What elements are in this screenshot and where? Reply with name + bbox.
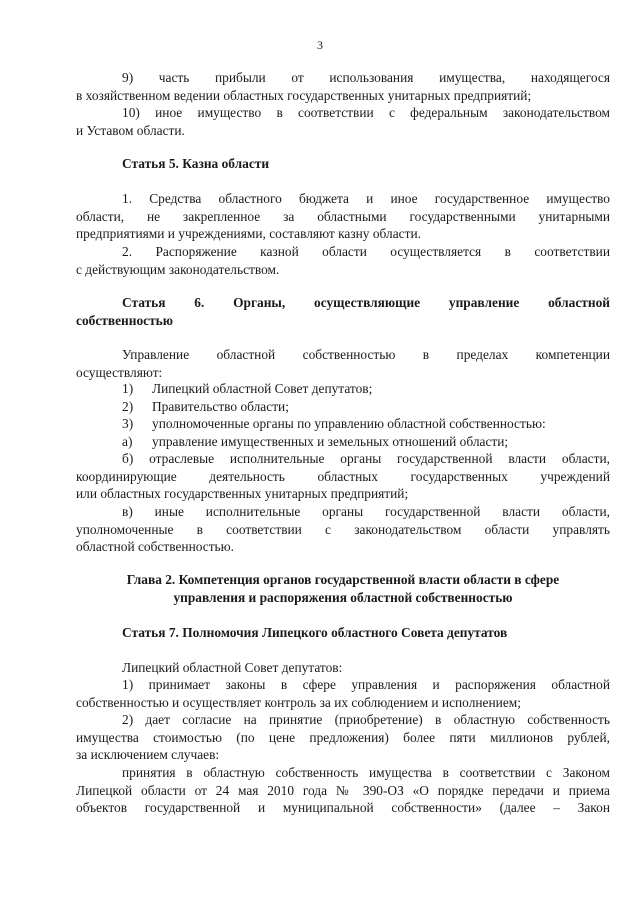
art7-item-1-line-1: 1) принимает законы в сфере управления и распоряжения областной (122, 677, 610, 692)
article-6-intro-line-1: Управление областной собственностью в пределах компетенции (122, 347, 610, 362)
item-9 (76, 69, 610, 104)
article-7-title: Статья 7. Полномочия Липецкого областного Совета депутатов (122, 625, 508, 640)
article-7-intro: Липецкий областной Совет депутатов: (122, 660, 343, 675)
exception-line-2: Липецкой области от 24 мая 2010 года № 390-ОЗ «О порядке передачи и приема (76, 782, 610, 798)
article-6-title-line-2: собственностью (76, 312, 173, 328)
article-6-list (76, 380, 610, 450)
list-item-text: уполномоченные органы по управлению областной собственностью: (152, 416, 546, 432)
article-6-intro-line-2: осуществляют: (76, 364, 163, 380)
article-5-title: Статья 5. Казна области (122, 156, 270, 171)
list-item-number: 1) (122, 381, 134, 396)
page-number: 3 (317, 38, 323, 52)
article-5-p2-line-2: с действующим законодательством. (76, 261, 280, 277)
article-5-p2-line-1: 2. Распоряжение казной области осуществляется в соответствии (122, 244, 610, 259)
item-v-line-3: областной собственностью. (76, 539, 235, 555)
list-item (76, 415, 610, 433)
item-b-line-2: координирующие деятельность областных государственных учреждений (76, 468, 610, 484)
chapter-2-title (76, 571, 610, 606)
article-7-item-2-exception (76, 764, 610, 817)
article-5-paragraph-1 (76, 190, 610, 243)
list-item (76, 398, 610, 416)
article-6-title-line-1: Статья 6. Органы, осуществляющие управление областной (122, 295, 610, 310)
article-5-p1-line-2: области, не закрепленное за областными государственными унитарными (76, 208, 610, 224)
list-item-number: 2) (122, 398, 134, 414)
chapter-2-title-line-2: управления и распоряжения областной собственностью (173, 589, 513, 605)
article-7-item-1 (76, 676, 610, 711)
art7-item-2-line-2: имущества стоимостью (по цене предложения) более пяти миллионов рублей, (76, 729, 610, 745)
article-5-p1-line-3: предприятиями и учреждениями, составляют казну области. (76, 226, 421, 242)
item-10 (76, 104, 610, 139)
article-5-paragraph-2 (76, 243, 610, 278)
article-6-title (76, 294, 610, 329)
item-v-line-1: в) иные исполнительные органы государственной власти области, (122, 504, 610, 519)
list-item-number: а) (122, 433, 133, 449)
article-7-item-2 (76, 711, 610, 764)
list-item-number: 3) (122, 416, 134, 432)
exception-line-1: принятия в областную собственность имущества в соответствии с Законом (122, 765, 610, 780)
item-10-line-2: и Уставом области. (76, 122, 185, 138)
art7-item-1-line-2: собственностью и осуществляет контроль за их соблюдением и исполнением; (76, 694, 521, 710)
exception-line-3: объектов государственной и муниципальной собственности» (далее – Закон (76, 800, 610, 816)
item-9-line-1: 9) часть прибыли от использования имущества, находящегося (122, 70, 610, 85)
item-v-line-2: уполномоченные в соответствии с законодательством области управлять (76, 521, 610, 537)
art7-item-2-line-3: за исключением случаев: (76, 747, 220, 763)
list-item-text: управление имущественных и земельных отношений области; (152, 433, 509, 449)
article-6-item-v (76, 503, 610, 556)
list-item-text: Липецкий областной Совет депутатов; (152, 381, 373, 396)
item-b-line-1: б) отраслевые исполнительные органы государственной власти области, (122, 451, 610, 466)
item-10-line-1: 10) иное имущество в соответствии с федеральным законодательством (122, 105, 610, 120)
article-6-item-b (76, 450, 610, 503)
list-item-text: Правительство области; (152, 398, 289, 414)
list-item (76, 380, 610, 398)
article-5-p1-line-1: 1. Средства областного бюджета и иное государственное имущество (122, 191, 610, 206)
list-item (76, 433, 610, 451)
item-b-line-3: или областных государственных унитарных предприятий; (76, 486, 409, 502)
chapter-2-title-line-1: Глава 2. Компетенция органов государственной власти области в сфере (126, 572, 560, 587)
item-9-line-2: в хозяйственном ведении областных государственных унитарных предприятий; (76, 87, 532, 103)
article-6-intro (76, 346, 610, 381)
art7-item-2-line-1: 2) дает согласие на принятие (приобретение) в областную собственность (122, 712, 610, 727)
